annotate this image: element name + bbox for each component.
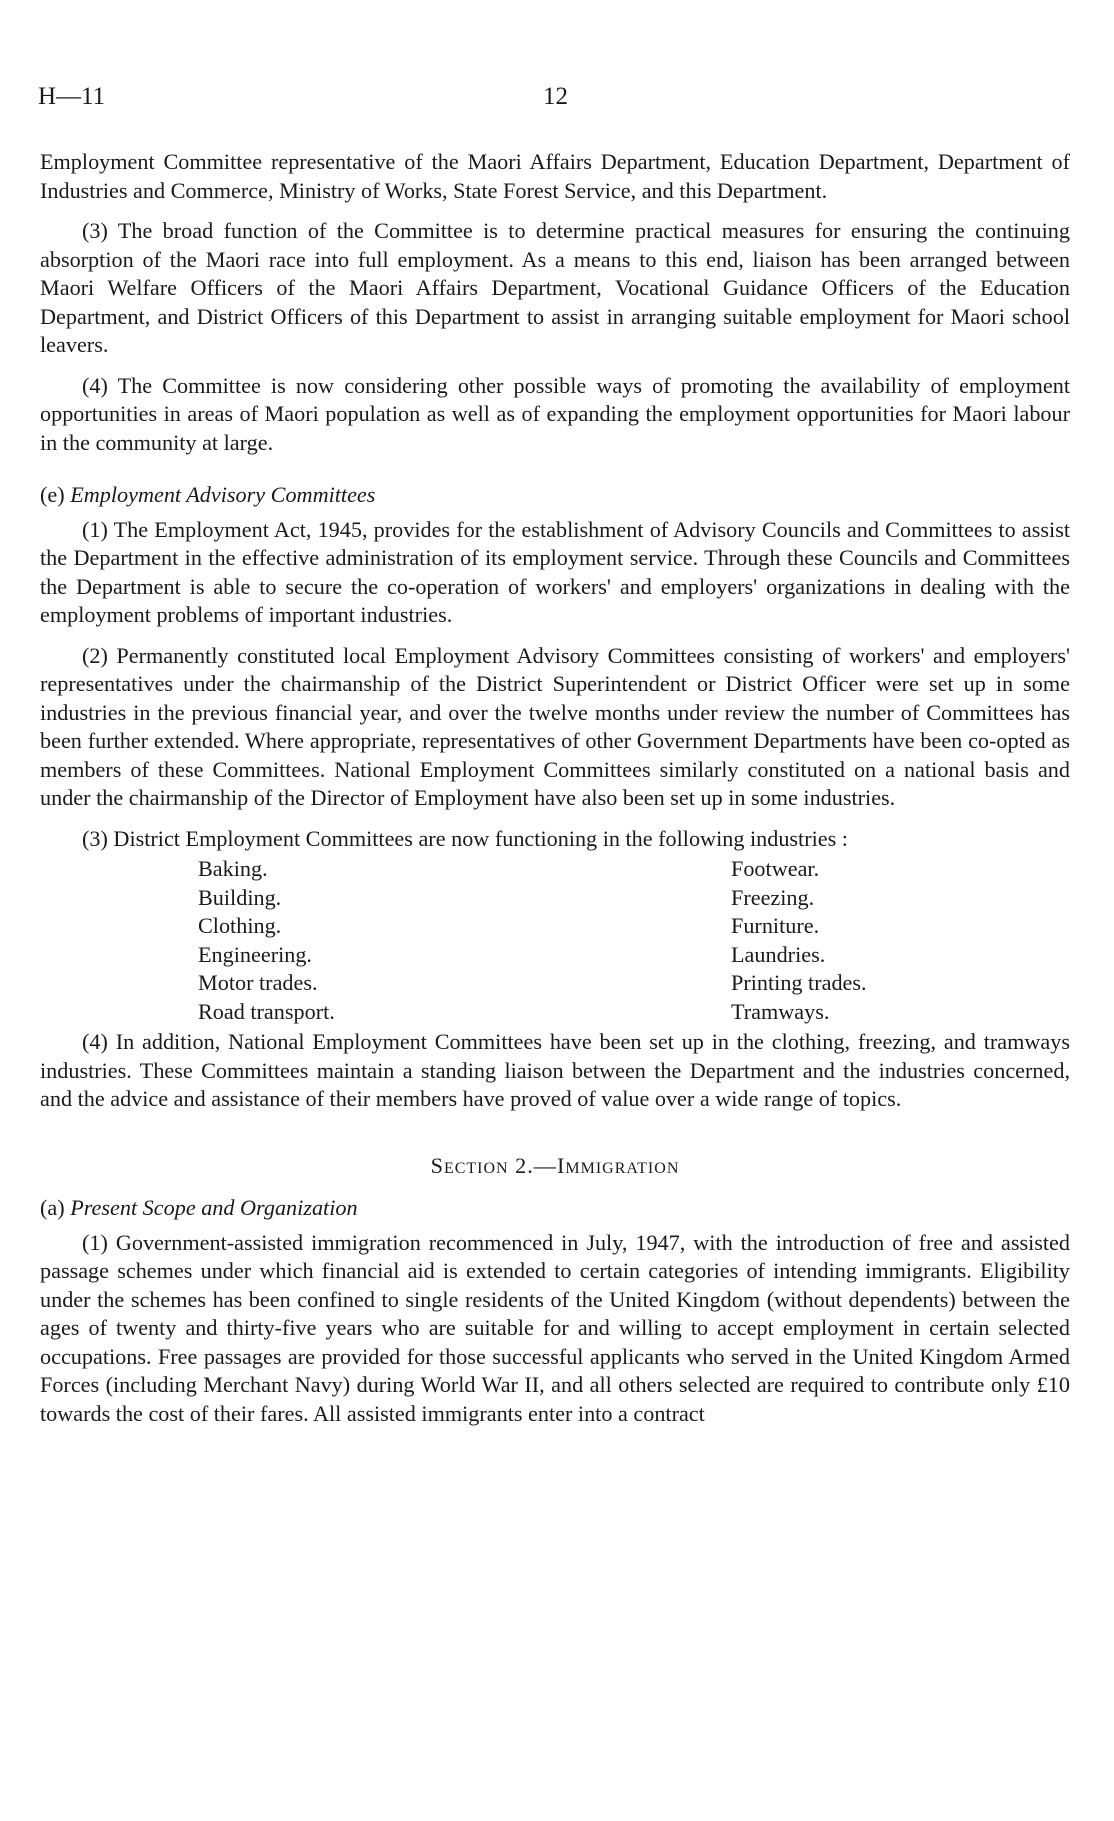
- section-e-title: Employment Advisory Committees: [70, 482, 376, 507]
- section-e-heading: [40, 481, 1070, 510]
- section-2-dash: —: [533, 1152, 557, 1178]
- paragraph-4: (4) The Committee is now considering other possible ways of promoting the availability of employment opportunities in areas of Maori population as well as of expanding the employment opportunities for Maori labour in the community at large.: [40, 372, 1070, 455]
- industry-item: Baking.: [198, 856, 268, 881]
- paragraph-intro: Employment Committee representative of the Maori Affairs Department, Education Department, Department of Industries and Commerce, Ministry of Works, State Forest Service, and this Department.: [40, 149, 1070, 203]
- section-e-paragraph-2: (2) Permanently constituted local Employment Advisory Committees consisting of workers' and employers' representatives under the chairmanship of the District Superintendent or District Officer were set up in some industries in the previous financial year, and over the twelve months under review the number of Committees has been further extended. Where appropriate, representatives of other Government Departments have been co-opted as members of these Committees. National Employment Committees similarly constituted on a national basis and under the chairmanship of the Director of Employment have also been set up in some industries.: [40, 642, 1070, 810]
- industries-list: [198, 855, 1070, 1026]
- section-2a-paragraph-1: (1) Government-assisted immigration recommenced in July, 1947, with the introduction of free and assisted passage schemes under which financial aid is extended to certain categories of intending immigrants. Eligibility under the schemes has been confined to single residents of the United Kingdom (without dependents) between the ages of twenty and thirty-five years who are suitable for and willing to accept employment in certain selected occupations. Free passages are provided for those successful applicants who served in the United Kingdom Armed Forces (including Merchant Navy) during World War II, and all others selected are required to contribute only £10 towards the cost of their fares. All assisted immigrants enter into a contract: [40, 1229, 1070, 1426]
- section-2-prefix: Section 2.: [430, 1152, 534, 1178]
- industry-item: Engineering.: [198, 941, 312, 967]
- page-body: [40, 148, 1070, 1428]
- industry-item: Printing trades.: [731, 970, 867, 995]
- section-e-paragraph-3: (3) District Employment Committees are now functioning in the following industries :: [82, 825, 848, 851]
- section-e-label: (e): [40, 482, 65, 507]
- industry-item: Clothing.: [198, 913, 282, 938]
- section-e-paragraph-4: (4) In addition, National Employment Committees have been set up in the clothing, freezing, and tramways industries. These Committees maintain a standing liaison between the Department and the industries concerned, and the advice and assistance of their members have proved of value over a wide range of topics.: [40, 1029, 1070, 1111]
- industry-item: Footwear.: [731, 856, 820, 881]
- section-2-title: [40, 1152, 1070, 1181]
- section-2a-title: Present Scope and Organization: [70, 1195, 358, 1220]
- industry-item: Motor trades.: [198, 970, 318, 995]
- industries-right-column: [731, 855, 1031, 1026]
- industry-item: Laundries.: [731, 941, 826, 967]
- section-2-main-title: Immigration: [556, 1152, 680, 1178]
- industry-item: Tramways.: [731, 998, 830, 1024]
- document-reference: H—11: [38, 83, 106, 110]
- industry-item: Road transport.: [198, 998, 335, 1024]
- section-2a-heading: [40, 1194, 1070, 1223]
- section-e-paragraph-1: (1) The Employment Act, 1945, provides for the establishment of Advisory Councils and Committees to assist the Department in the effective administration of its employment service. Through these Councils and Committees the Department is able to secure the co-operation of workers' and employers' organizations in dealing with the employment problems of important industries.: [40, 516, 1070, 627]
- industry-item: Building.: [198, 884, 282, 910]
- industry-item: Freezing.: [731, 884, 815, 910]
- page-number: 12: [543, 83, 568, 110]
- industry-item: Furniture.: [731, 913, 820, 938]
- industries-left-column: [198, 855, 731, 1026]
- paragraph-3: (3) The broad function of the Committee is to determine practical measures for ensuring the continuing absorption of the Maori race into full employment. As a means to this end, liaison has been arranged between Maori Welfare Officers of the Maori Affairs Department, Vocational Guidance Officers of the Education Department, and District Officers of this Department to assist in arranging suitable employment for Maori school leavers.: [40, 218, 1070, 357]
- section-2a-label: (a): [40, 1195, 65, 1220]
